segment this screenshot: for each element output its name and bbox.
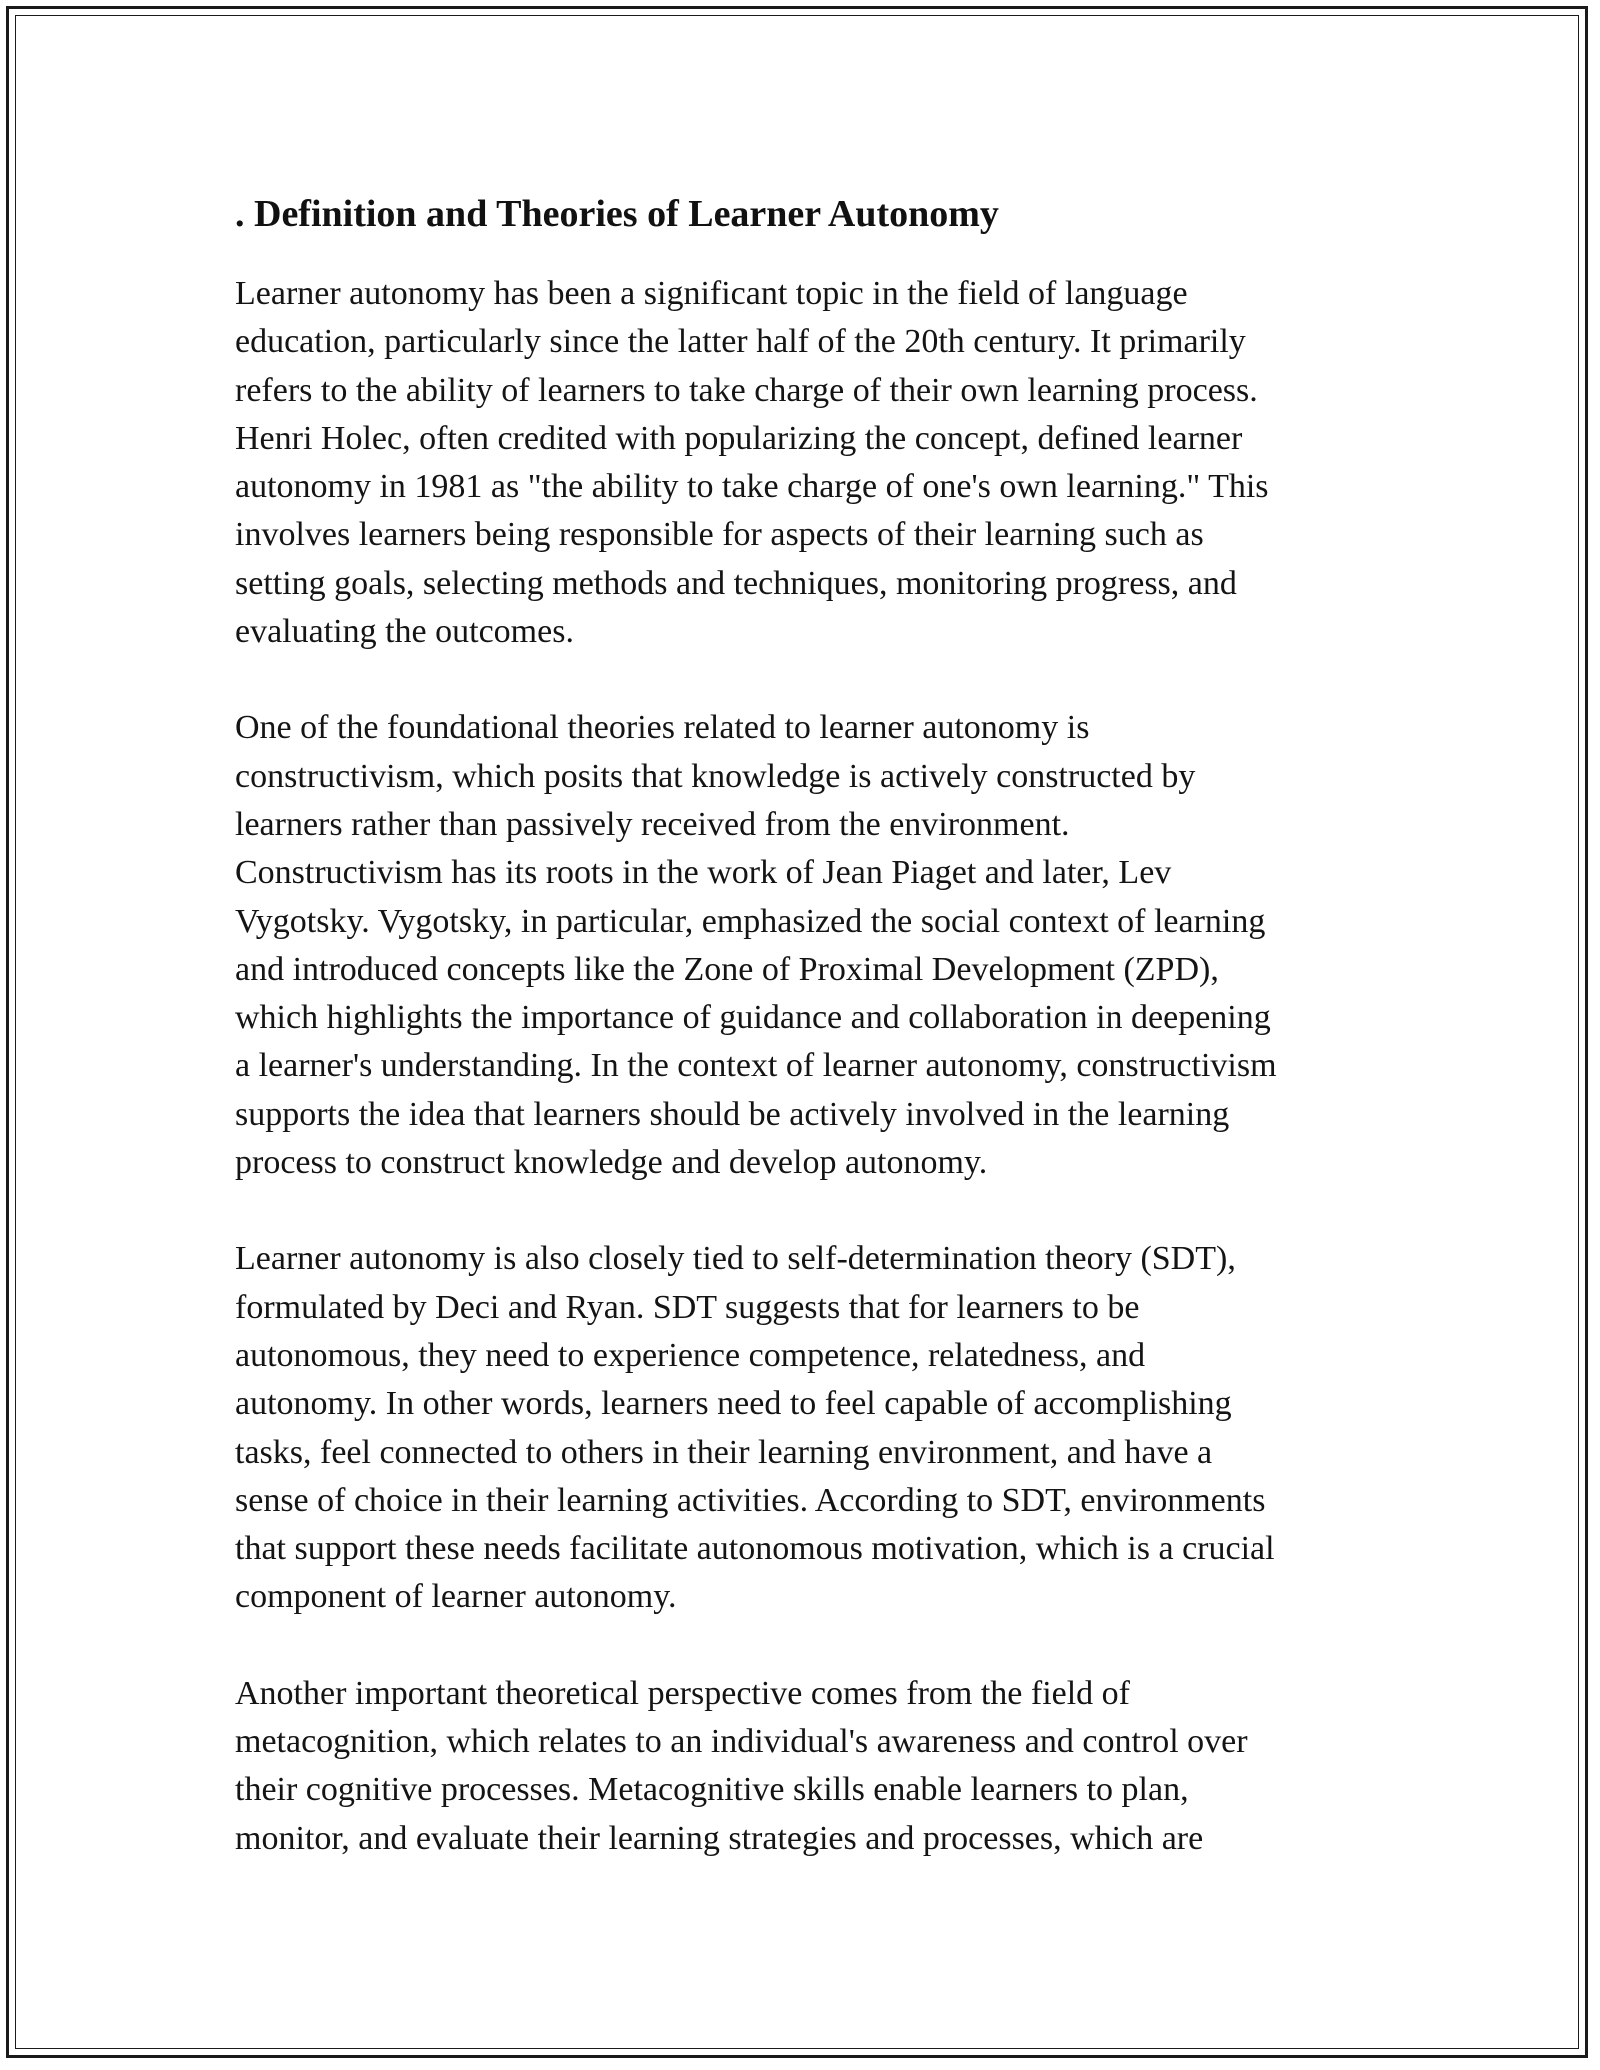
- paragraph-metacognition: Another important theoretical perspective comes from the field of metacognition, which relates to an individual's awareness and control over their cognitive processes. Metacognitive skills enable learners to plan, monitor, and evaluate their learning strategies and processes, which are: [235, 1674, 1248, 1857]
- paragraph-definition: Learner autonomy has been a significant topic in the field of language education, particularly since the latter half of the 20th century. It primarily refers to the ability of learners to take charge of their own learning process. Henri Holec, often credited with popularizing the concept, defined learner autonomy in 1981 as "the ability to take charge of one's own learning." This involves learners being responsible for aspects of their learning such as setting goals, selecting methods and techniques, monitoring progress, and evaluating the outcomes.: [235, 275, 1269, 651]
- paragraph-self-determination: Learner autonomy is also closely tied to self-determination theory (SDT), formulated by Deci and Ryan. SDT suggests that for learners to be autonomous, they need to experience competence, relatedness, and autonomy. In other words, learners need to feel capable of accomplishing tasks, feel connected to others in their learning environment, and have a sense of choice in their learning activities. According to SDT, environments that support these needs facilitate autonomous motivation, which is a crucial component of learner autonomy.: [235, 1240, 1275, 1616]
- document-body: [235, 188, 1385, 1911]
- section-heading: . Definition and Theories of Learner Autonomy: [235, 193, 999, 235]
- paragraph-constructivism: One of the foundational theories related to learner autonomy is constructivism, which posits that knowledge is actively constructed by learners rather than passively received from the environment. Constructivism has its roots in the work of Jean Piaget and later, Lev Vygotsky. Vygotsky, in particular, emphasized the social context of learning and introduced concepts like the Zone of Proximal Development (ZPD), which highlights the importance of guidance and collaboration in deepening a learner's understanding. In the context of learner autonomy, constructivism supports the idea that learners should be actively involved in the learning process to construct knowledge and develop autonomy.: [235, 709, 1277, 1182]
